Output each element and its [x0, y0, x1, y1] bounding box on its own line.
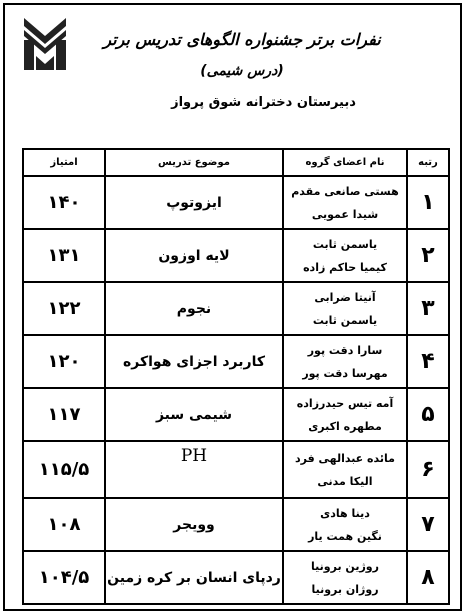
school-logo-icon	[22, 14, 68, 74]
results-table	[22, 148, 450, 605]
table-row	[23, 441, 449, 498]
member-name: شیدا عمویی	[311, 207, 379, 221]
table-row	[23, 176, 449, 229]
header-rank: رتبه	[407, 149, 449, 176]
member-name: یاسمن ثابت	[312, 313, 378, 327]
score-cell: ۱۲۲	[23, 282, 105, 335]
page-subtitle: (درس شیمی)	[200, 63, 284, 79]
header-topic: موضوع تدریس	[105, 149, 283, 176]
member-name: آمه تیس حیدرزاده	[296, 396, 394, 410]
rank-cell: ۴	[407, 335, 449, 388]
rank-cell: ۸	[407, 551, 449, 604]
school-name: دبیرستان دخترانه شوق پرواز	[171, 95, 356, 110]
topic-cell: لایه اوزون	[105, 229, 283, 282]
member-name: هستی صانعی مقدم	[291, 184, 399, 198]
member-name: روژین برونیا	[311, 559, 379, 573]
member-name: دینا هادی	[320, 506, 370, 520]
members-cell	[283, 229, 407, 282]
member-name: آنیتا ضرابی	[314, 290, 376, 304]
rank-cell: ۶	[407, 441, 449, 498]
header-score: امتیاز	[23, 149, 105, 176]
members-cell	[283, 388, 407, 441]
score-cell: ۱۰۴/۵	[23, 551, 105, 604]
table-header-row	[23, 149, 449, 176]
score-cell: ۱۱۷	[23, 388, 105, 441]
topic-cell: شیمی سبز	[105, 388, 283, 441]
table-row	[23, 335, 449, 388]
topic-cell: ایزوتوپ	[105, 176, 283, 229]
table-row	[23, 229, 449, 282]
member-name: نگین همت یار	[308, 529, 382, 543]
topic-cell: PH	[105, 441, 283, 498]
table-row	[23, 498, 449, 551]
topic-cell: کاربرد اجزای هواکره	[105, 335, 283, 388]
table-row	[23, 282, 449, 335]
members-cell	[283, 498, 407, 551]
members-cell	[283, 282, 407, 335]
members-cell	[283, 335, 407, 388]
topic-cell: نجوم	[105, 282, 283, 335]
page-title: نفرات برتر جشنواره الگوهای تدریس برتر	[103, 30, 381, 49]
score-cell: ۱۰۸	[23, 498, 105, 551]
topic-cell: وویجر	[105, 498, 283, 551]
rank-cell: ۱	[407, 176, 449, 229]
topic-cell: ردپای انسان بر کره زمین	[105, 551, 283, 604]
rank-cell: ۵	[407, 388, 449, 441]
rank-cell: ۳	[407, 282, 449, 335]
member-name: کیمیا حاکم زاده	[303, 260, 387, 274]
score-cell: ۱۱۵/۵	[23, 441, 105, 498]
member-name: مطهره اکبری	[308, 419, 382, 433]
member-name: مهرسا دقت پور	[302, 366, 388, 380]
score-cell: ۱۴۰	[23, 176, 105, 229]
score-cell: ۱۲۰	[23, 335, 105, 388]
rank-cell: ۷	[407, 498, 449, 551]
table-row	[23, 388, 449, 441]
header-members: نام اعضای گروه	[283, 149, 407, 176]
members-cell	[283, 441, 407, 498]
table-row	[23, 551, 449, 604]
members-cell	[283, 551, 407, 604]
member-name: مائده عبدالهی فرد	[295, 451, 395, 465]
member-name: یاسمن ثابت	[312, 237, 378, 251]
score-cell: ۱۳۱	[23, 229, 105, 282]
member-name: روژان برونیا	[311, 582, 379, 596]
rank-cell: ۲	[407, 229, 449, 282]
member-name: الیکا مدنی	[317, 474, 373, 488]
members-cell	[283, 176, 407, 229]
member-name: سارا دقت پور	[307, 343, 383, 357]
